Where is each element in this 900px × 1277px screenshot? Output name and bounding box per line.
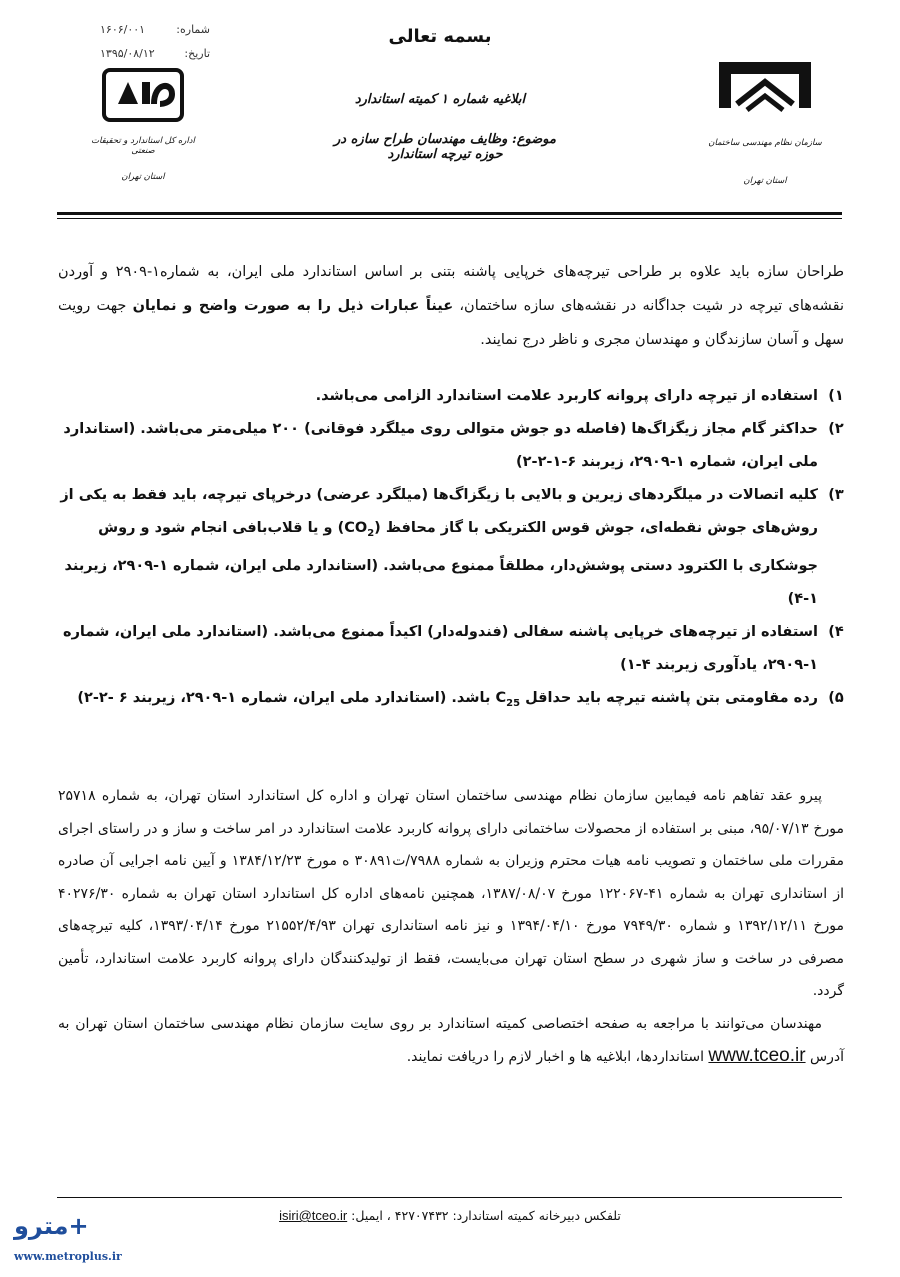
engineering-organization-logo	[708, 58, 822, 186]
footer-divider	[57, 1197, 842, 1198]
left-logo-caption: اداره کل استاندارد و تحقیقات صنعتی	[91, 136, 195, 156]
notice-subject: موضوع: وظایف مهندسان طراح سازه در حوزه تیرچه استاندارد	[334, 132, 556, 162]
requirement-text-end: باشد. (استاندارد ملی ایران، شماره ۱-۲۹۰۹، زیربند ۶ -۲-۲)	[77, 689, 496, 706]
closing-paragraph-2	[58, 1008, 844, 1074]
intro-paragraph	[58, 255, 844, 357]
intro-text-end: جهت رویت سهل و آسان سازندگان و مهندسان مجری و ناظر درج نمایند.	[58, 298, 844, 348]
requirement-number: ۵)	[828, 689, 844, 706]
requirement-item	[58, 682, 844, 720]
co2-formula	[344, 520, 375, 539]
requirement-number: ۳)	[828, 487, 844, 503]
co2-subscript: 2	[367, 527, 375, 539]
bismillah-heading: بسمه تعالی	[388, 26, 492, 47]
engineering-emblem-icon	[715, 58, 815, 118]
standard-organization-logo	[91, 64, 195, 182]
requirement-text-start: کلیه اتصالات در میلگردهای زیرین و بالایی با زیگزاگ‌ها (میلگرد عرضی) درخرپای تیرچه، باید فقط به یکی از روش‌های جوش نقطه‌ای، جوش قوس الکتریکی با گاز محافظ (	[60, 487, 818, 536]
letter-date-label: تاریخ:	[184, 47, 210, 60]
watermark	[14, 1212, 124, 1270]
letter-meta	[100, 18, 210, 66]
watermark-url: www.metroplus.ir	[14, 1250, 122, 1263]
letter-date-row	[100, 42, 210, 66]
website-link[interactable]: www.tceo.ir	[708, 1045, 806, 1066]
letter-number-value: ۱۶۰۶/۰۰۱	[100, 23, 146, 36]
header-divider-thin	[57, 218, 842, 219]
co2-symbol: CO	[344, 520, 368, 536]
concrete-grade-symbol: C	[495, 689, 507, 706]
intro-text-start: طراحان سازه باید علاوه بر طراحی تیرچه‌های خرپایی پاشنه بتنی بر اساس استاندارد ملی ایران، به شماره۱-۲۹۰۹ و آوردن نقشه‌های تیرچه در شیت جداگانه در نقشه‌های سازه ساختمان،	[58, 264, 845, 314]
watermark-brand: مترو+	[14, 1212, 89, 1240]
requirements-list	[58, 380, 844, 720]
requirement-number: ۲)	[828, 421, 844, 437]
closing-text-start: مهندسان می‌توانند با مراجعه به صفحه اختصاصی کمیته استاندارد بر روی سایت سازمان نظام مهندسی ساختمان استان تهران به آدرس	[58, 1015, 844, 1065]
notice-title: ابلاغیه شماره ۱ کمیته استاندارد	[354, 92, 526, 107]
closing-section	[58, 780, 844, 1074]
letter-number-label: شماره:	[176, 23, 210, 36]
header-divider-thick	[57, 212, 842, 215]
letter-number-row	[100, 18, 210, 42]
closing-paragraph-1: پیرو عقد تفاهم نامه فیمابین سازمان نظام مهندسی ساختمان استان تهران و اداره کل استاندارد استان تهران، به شماره ۲۵۷۱۸ مورخ ۹۵/۰۷/۱۳، مبنی بر استفاده از محصولات ساختمانی دارای پروانه کاربرد علامت استاندارد در امر ساخت و ساز و در راستای اجرای مقررات ملی ساختمان و تصویب نامه هیات محترم وزیران به شماره ۷۹۸۸/ت۳۰۸۹۱ ه مورخ ۱۳۸۴/۱۲/۲۳ و آیین نامه اجرایی آن صادره از استانداری تهران به شماره ۴۱-۱۲۲۰۶۷ مورخ ۱۳۸۷/۰۸/۰۷، همچنین نامه‌های اداره کل استاندارد استان تهران به شماره ۴۰۲۷۶/۳۰ مورخ ۱۳۹۲/۱۲/۱۱ و شماره ۷۹۴۹/۳۰ مورخ ۱۳۹۴/۰۴/۱۰ و نیز نامه استانداری تهران ۲۱۵۵۲/۴/۹۳ مورخ ۱۳۹۳/۰۴/۱۴، کلیه تیرچه‌های مصرفی در ساخت و ساز شهری در سطح استان تهران می‌بایست، فقط از تولیدکنندگان دارای پروانه کاربرد علامت استاندارد، تأمین گردد.	[58, 788, 845, 999]
letter-date-value: ۱۳۹۵/۰۸/۱۲	[100, 47, 155, 60]
footer-contact-text: تلفکس دبیرخانه کمیته استاندارد: ۴۲۷۰۷۴۳۲ ، ایمیل:	[347, 1208, 621, 1223]
concrete-grade-subscript: 25	[506, 697, 521, 709]
requirement-text: استفاده از تیرچه دارای پروانه کاربرد علامت استاندارد الزامی می‌باشد.	[315, 388, 818, 404]
requirement-number: ۴)	[828, 623, 844, 640]
requirement-text-start: رده مقاومتی بتن پاشنه تیرچه باید حداقل	[520, 689, 818, 706]
isiri-emblem-icon	[98, 64, 188, 126]
right-logo-province: استان تهران	[743, 176, 787, 186]
requirement-text: استفاده از تیرچه‌های خرپایی پاشنه سفالی (فندوله‌دار) اکیداً ممنوع می‌باشد. (استاندارد ملی ایران، شماره ۱-۲۹۰۹، یادآوری زیربند ۴-۱)	[63, 623, 818, 673]
requirement-item	[58, 616, 844, 682]
concrete-grade	[495, 689, 521, 709]
footer-email-link[interactable]: isiri@tceo.ir	[279, 1208, 348, 1223]
requirement-text: حداکثر گام مجاز زیگزاگ‌ها (فاصله دو جوش متوالی روی میلگرد فوقانی) ۲۰۰ میلی‌متر می‌باشد. (استاندارد ملی ایران، شماره ۱-۲۹۰۹، زیربند ۶-۱-۲-۲)	[63, 421, 818, 470]
requirement-item	[58, 479, 844, 616]
right-logo-caption: سازمان نظام مهندسی ساختمان	[708, 138, 822, 148]
intro-emphasis: عیناً عبارات ذیل را به صورت واضح و نمایان	[132, 298, 454, 314]
requirement-item	[58, 380, 844, 413]
closing-text-end: استانداردها، ابلاغیه ها و اخبار لازم را دریافت نمایند.	[406, 1049, 709, 1065]
left-logo-province: استان تهران	[121, 172, 165, 182]
footer-contact	[240, 1208, 660, 1223]
requirement-text-end: ) و یا قلاب‌بافی انجام شود و روش جوشکاری با الکترود دستی پوشش‌دار، مطلقاً ممنوع می‌باشد. (استاندارد ملی ایران، شماره ۱-۲۹۰۹، زیربند ۱-۴)	[64, 520, 818, 607]
requirement-number: ۱)	[828, 388, 844, 404]
requirement-item	[58, 413, 844, 479]
